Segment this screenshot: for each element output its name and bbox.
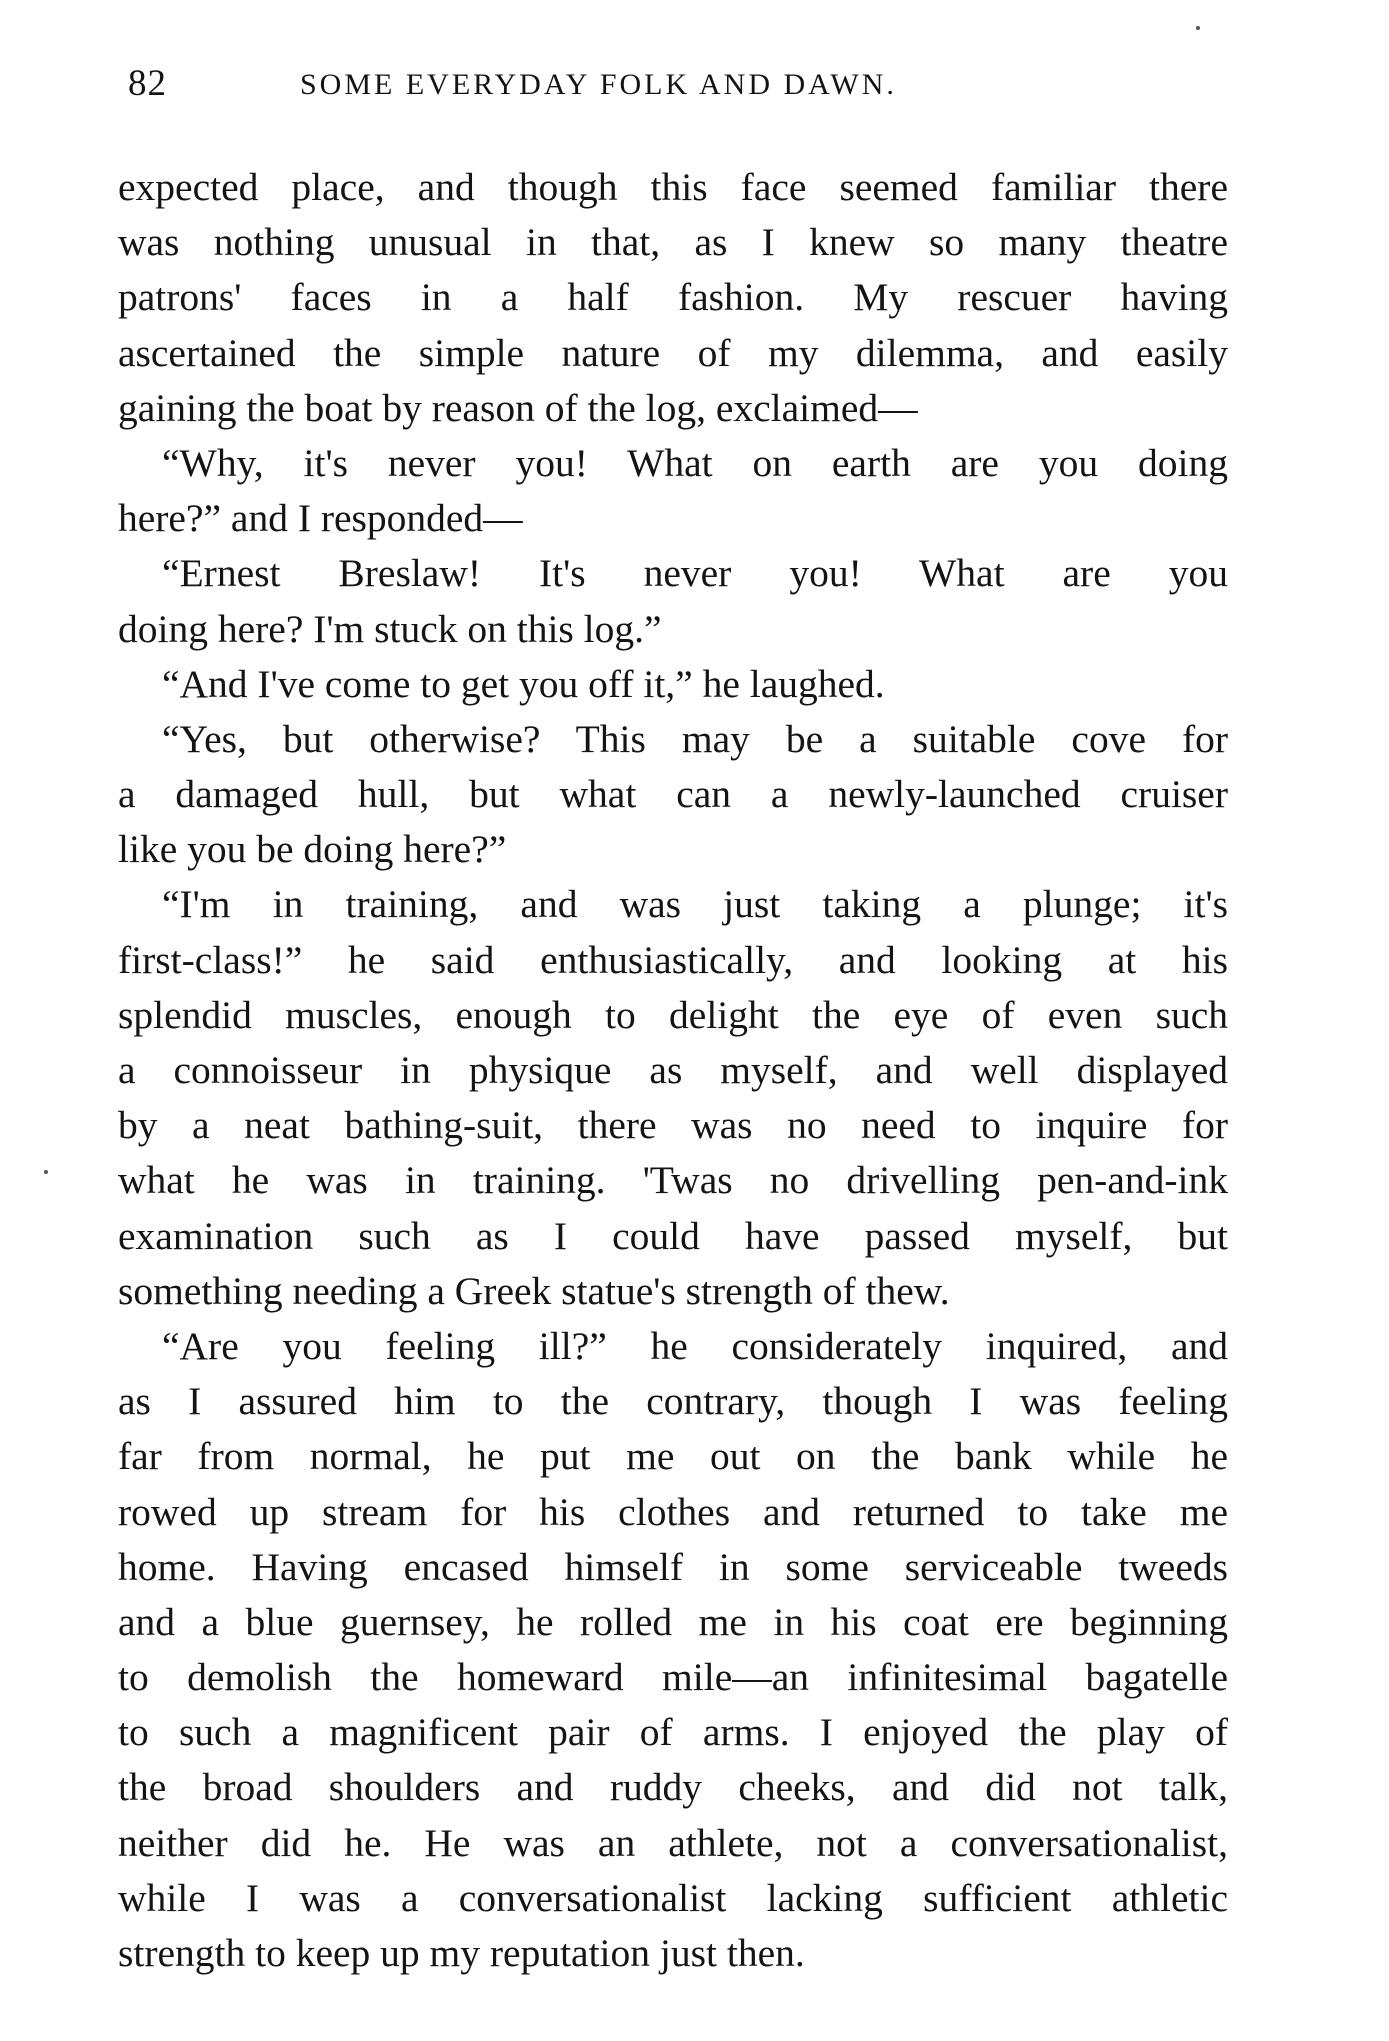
text-line: neither did he. He was an athlete, not a conversationalist, bbox=[118, 1820, 1228, 1865]
text-line: a damaged hull, but what can a newly-launched cruiser bbox=[118, 772, 1228, 817]
text-line: by a neat bathing-suit, there was no need to inquire for bbox=[118, 1103, 1228, 1148]
page-number: 82 bbox=[128, 63, 167, 104]
text-line: home. Having encased himself in some serviceable tweeds bbox=[118, 1544, 1228, 1589]
text-line: “Why, it's never you! What on earth are you doing bbox=[162, 440, 1228, 485]
text-line: the broad shoulders and ruddy cheeks, and did not talk, bbox=[118, 1765, 1228, 1810]
text-line: splendid muscles, enough to delight the eye of even such bbox=[118, 992, 1228, 1037]
text-line: “I'm in training, and was just taking a plunge; it's bbox=[162, 882, 1228, 927]
text-line: while I was a conversationalist lacking sufficient athletic bbox=[118, 1875, 1228, 1920]
text-line: doing here? I'm stuck on this log.” bbox=[118, 606, 662, 651]
text-line: strength to keep up my reputation just then. bbox=[118, 1931, 805, 1975]
text-line: as I assured him to the contrary, though I was feeling bbox=[118, 1379, 1228, 1424]
text-line: “Yes, but otherwise? This may be a suitable cove for bbox=[162, 716, 1228, 761]
text-line: first-class!” he said enthusiastically, and looking at his bbox=[118, 937, 1228, 982]
text-line: ascertained the simple nature of my dilemma, and easily bbox=[118, 330, 1228, 375]
text-line: something needing a Greek statue's strength of thew. bbox=[118, 1268, 950, 1313]
text-line: like you be doing here?” bbox=[118, 827, 507, 872]
print-speck bbox=[44, 1170, 48, 1174]
page-header bbox=[128, 62, 1088, 112]
text-line: and a blue guernsey, he rolled me in his coat ere beginning bbox=[118, 1599, 1228, 1644]
text-line: what he was in training. 'Twas no drivelling pen-and-ink bbox=[118, 1158, 1228, 1203]
body-text bbox=[118, 160, 1228, 1981]
text-line: to demolish the homeward mile—an infinitesimal bagatelle bbox=[118, 1655, 1228, 1700]
text-line: a connoisseur in physique as myself, and well displayed bbox=[118, 1048, 1228, 1092]
text-line: expected place, and though this face seemed familiar there bbox=[118, 165, 1228, 209]
text-line: here?” and I responded— bbox=[118, 496, 523, 541]
text-line: was nothing unusual in that, as I knew so many theatre bbox=[118, 220, 1228, 265]
text-line: far from normal, he put me out on the bank while he bbox=[118, 1434, 1228, 1479]
text-line: patrons' faces in a half fashion. My rescuer having bbox=[118, 275, 1228, 320]
text-line: “And I've come to get you off it,” he laughed. bbox=[162, 661, 885, 706]
text-line: gaining the boat by reason of the log, exclaimed— bbox=[118, 385, 918, 430]
text-line: “Ernest Breslaw! It's never you! What are you bbox=[162, 551, 1228, 596]
running-title: SOME EVERYDAY FOLK AND DAWN. bbox=[300, 68, 897, 101]
text-line: examination such as I could have passed myself, but bbox=[118, 1213, 1228, 1258]
text-line: rowed up stream for his clothes and returned to take me bbox=[118, 1489, 1228, 1534]
text-line: to such a magnificent pair of arms. I enjoyed the play of bbox=[118, 1710, 1228, 1755]
text-line: “Are you feeling ill?” he considerately inquired, and bbox=[162, 1323, 1228, 1368]
print-speck bbox=[1196, 26, 1200, 30]
